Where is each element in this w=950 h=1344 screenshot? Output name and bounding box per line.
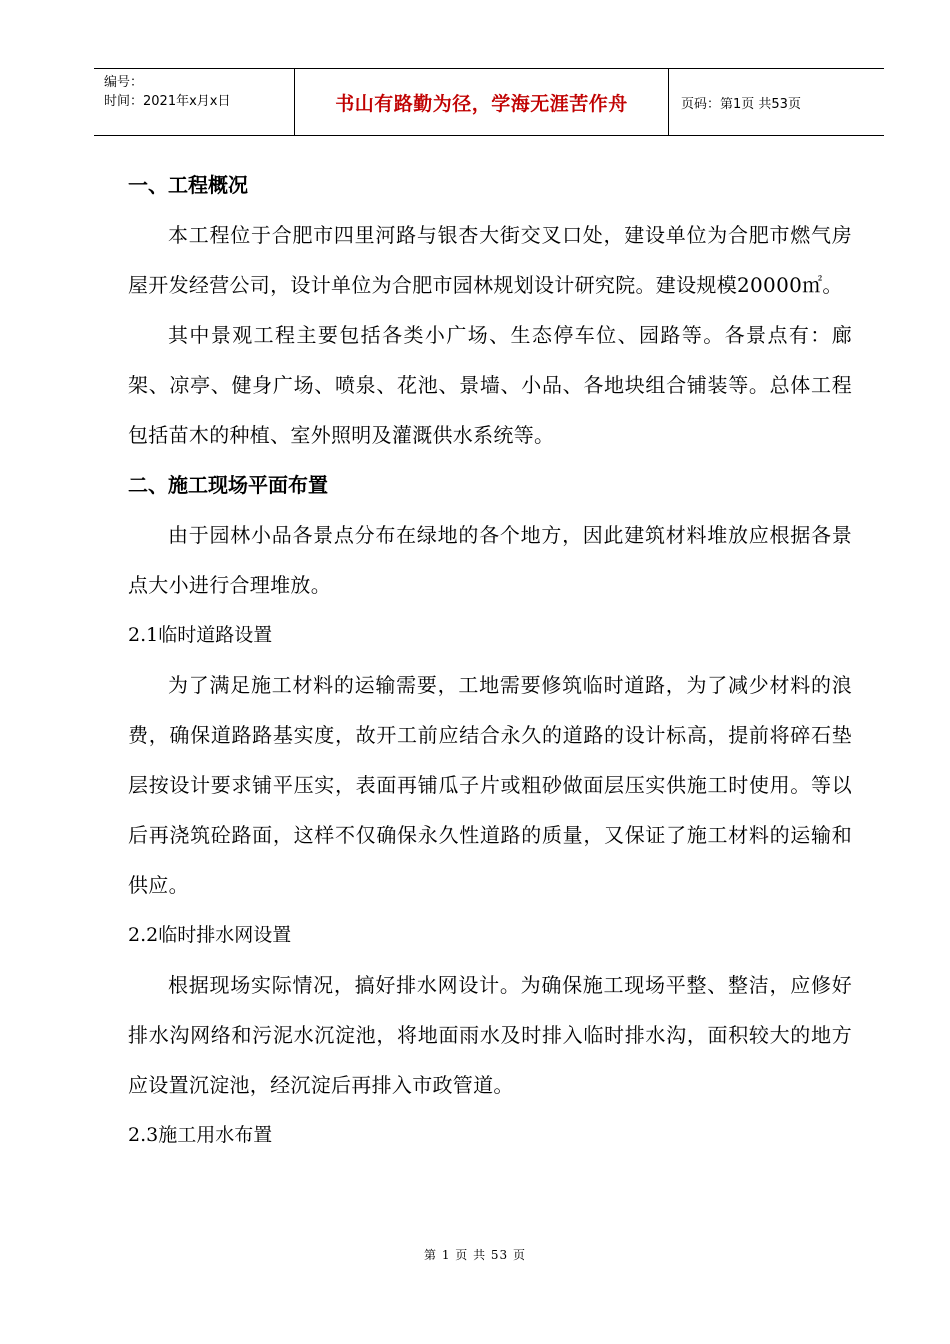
header-meta [94,69,295,135]
paragraph: 由于园林小品各景点分布在绿地的各个地方，因此建筑材料堆放应根据各景点大小进行合理堆放。 [128,523,852,597]
section-title-site-layout: 二、施工现场平面布置 [128,473,328,497]
header-page-number: 页码：第1页 共53页 [681,96,801,112]
paragraph: 本工程位于合肥市四里河路与银杏大街交叉口处，建设单位为合肥市燃气房屋开发经营公司，设计单位为合肥市园林规划设计研究院。建设规模20000㎡。 [128,223,852,297]
paragraph: 根据现场实际情况，搞好排水网设计。为确保施工现场平整、整洁，应修好排水沟网络和污泥水沉淀池，将地面雨水及时排入临时排水沟，面积较大的地方应设置沉淀池，经沉淀后再排入市政管道。 [128,973,852,1097]
paragraph: 其中景观工程主要包括各类小广场、生态停车位、园路等。各景点有：廊架、凉亭、健身广场、喷泉、花池、景墙、小品、各地块组合铺装等。总体工程包括苗木的种植、室外照明及灌溉供水系统等。 [128,323,852,447]
page-footer: 第 1 页 共 53 页 [424,1248,526,1262]
header-motto: 书山有路勤为径，学海无涯苦作舟 [295,69,669,135]
subsection-title-drainage: 2.2临时排水网设置 [128,924,292,946]
page-header [94,68,884,136]
paragraph: 为了满足施工材料的运输需要，工地需要修筑临时道路，为了减少材料的浪费，确保道路路基实度，故开工前应结合永久的道路的设计标高，提前将碎石垫层按设计要求铺平压实，表面再铺瓜子片或粗砂做面层压实供施工时使用。等以后再浇筑砼路面，这样不仅确保永久性道路的质量，又保证了施工材料的运输和供应。 [128,673,852,897]
document-time-label: 时间：2021年x月x日 [104,94,231,109]
document-number-label: 编号： [104,75,144,90]
subsection-title-temporary-road: 2.1临时道路设置 [128,624,273,646]
section-title-overview: 一、工程概况 [128,173,248,197]
subsection-title-water-supply: 2.3施工用水布置 [128,1124,273,1146]
document-body [128,160,852,1160]
